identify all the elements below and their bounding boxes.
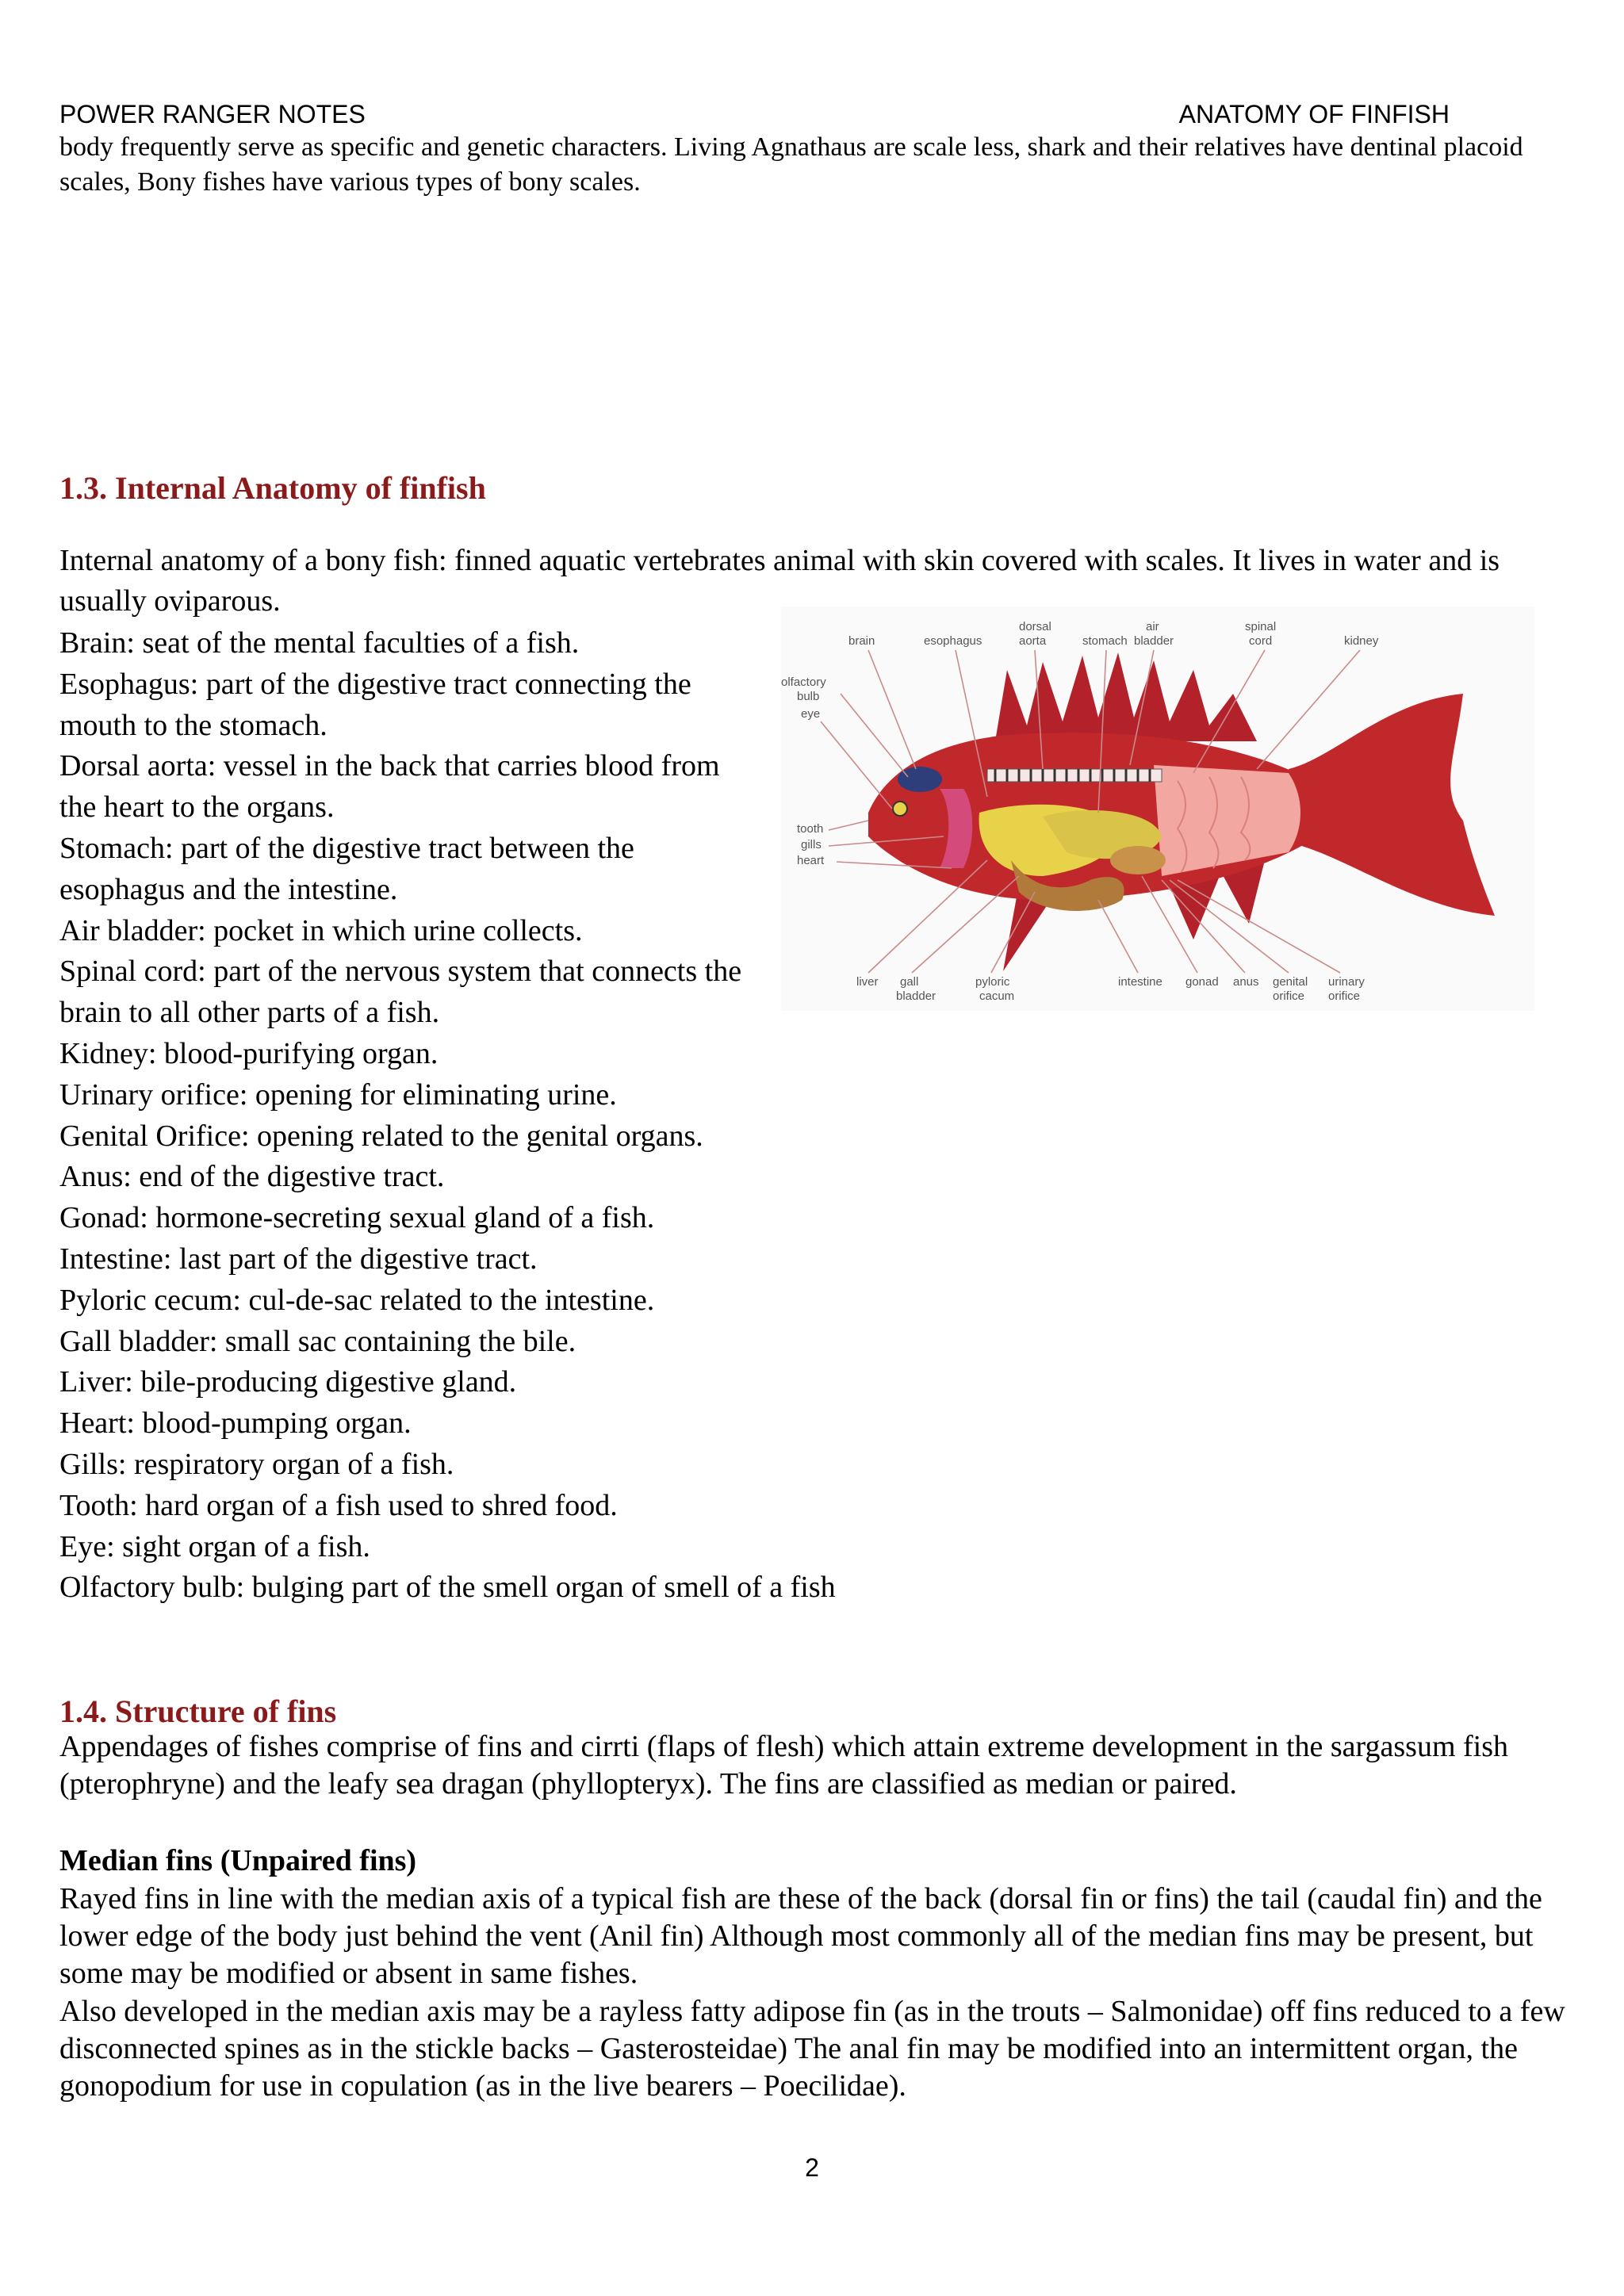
intro-paragraph: body frequently serve as specific and genetic characters. Living Agnathaus are scale less, shark and their relatives have dentinal placoid scales, Bony fishes have various types of bony scales. [59,132,1523,197]
header-right: ANATOMY OF FINFISH [1178,100,1450,128]
definition-item: Anus: end of the digestive tract. [59,1160,445,1194]
median-fins-paragraph-2: Also developed in the median axis may be a rayless fatty adipose fin (as in the trouts – Salmonidae) off fins reduced to a few disconnected spines as in the stickle backs – Gasterosteidae) The anal fin may be modified into an intermittent organ, the gonopodium for use in copulation (as in the live bearers – Poecilidae). [59,1995,1565,2103]
definition-item: Urinary orifice: opening for eliminating urine. [59,1077,617,1112]
definition-item: Spinal cord: part of the nervous system that connects the brain to all other parts of a fish. [59,955,742,1030]
definition-item: Intestine: last part of the digestive tract. [59,1242,538,1276]
definition-item: Gonad: hormone-secreting sexual gland of a fish. [59,1201,655,1235]
label-stomach: stomach [1082,634,1128,648]
label-kidney: kidney [1344,634,1379,648]
label-anus: anus [1233,975,1259,989]
label-cacum: cacum [979,989,1015,1003]
label-pyloric: pyloric [975,975,1010,989]
definition-item: Esophagus: part of the digestive tract connecting the mouth to the stomach. [59,667,691,742]
section-heading-internal-anatomy: 1.3. Internal Anatomy of finfish [59,470,486,506]
definition-item: Air bladder: pocket in which urine collects. [59,913,583,947]
label-liver: liver [856,975,879,989]
label-cord: cord [1249,634,1273,648]
gonad [1110,846,1166,874]
definition-item: Dorsal aorta: vessel in the back that carries blood from the heart to the organs. [59,749,720,825]
label-aorta: aorta [1019,634,1047,648]
label-intestine: intestine [1118,975,1162,989]
label-esophagus: esophagus [924,634,982,648]
definition-item: Pyloric cecum: cul-de-sac related to the intestine. [59,1283,655,1317]
definition-item: Brain: seat of the mental faculties of a fish. [59,626,580,660]
spinal-column [987,769,1162,782]
definition-item: Stomach: part of the digestive tract between the esophagus and the intestine. [59,831,634,906]
label-gills: gills [801,838,822,851]
label-olfactory: olfactory [781,675,826,689]
fish-anatomy-diagram [781,607,1534,1011]
label-gall: gall [900,975,919,989]
definition-item: Genital Orifice: opening related to the genital organs. [59,1119,703,1153]
definition-item: Heart: blood-pumping organ. [59,1406,412,1441]
label-genital-orifice: orifice [1273,989,1305,1003]
fins-paragraph: Appendages of fishes comprise of fins and cirrti (flaps of flesh) which attain extreme development in the sargassum fish (pterophryne) and the leafy sea dragan (phyllopteryx). The fins are classified as median or paired. [59,1730,1509,1800]
label-dorsal: dorsal [1019,620,1051,633]
label-tooth: tooth [797,822,824,836]
median-fins-heading: Median fins (Unpaired fins) [59,1844,417,1877]
definition-item: Gills: respiratory organ of a fish. [59,1447,454,1481]
eye [893,802,907,816]
label-spinal: spinal [1245,620,1277,633]
definition-item: Kidney: blood-purifying organ. [59,1036,439,1070]
label-gall-bladder: bladder [896,989,936,1003]
definition-item: Tooth: hard organ of a fish used to shred food. [59,1488,618,1522]
label-eye: eye [801,707,821,721]
label-urinary-orifice: orifice [1328,989,1361,1003]
label-heart: heart [797,854,825,867]
section-heading-structure-of-fins: 1.4. Structure of fins [59,1693,337,1729]
label-air: air [1146,620,1159,633]
definition-item: Olfactory bulb: bulging part of the smell organ of smell of a fish [59,1571,836,1605]
definition-item: Liver: bile-producing digestive gland. [59,1365,517,1399]
definition-item: Eye: sight organ of a fish. [59,1529,370,1563]
internal-anatomy-lead: Internal anatomy of a bony fish: finned aquatic vertebrates animal with skin covered with scales. It lives in water and is usually oviparous. [59,544,1500,618]
label-urinary: urinary [1328,975,1365,989]
brain [898,767,942,792]
label-genital: genital [1273,975,1308,989]
median-fins-paragraph-1: Rayed fins in line with the median axis of a typical fish are these of the back (dorsal fin or fins) the tail (caudal fin) and the lower edge of the body just behind the vent (Anil fin) Although most commonly all of the median fins may be present, but some may be modified or absent in same fishes. [59,1882,1542,1990]
label-bladder: bladder [1134,634,1174,648]
page-number: 2 [805,2153,819,2182]
label-brain: brain [848,634,875,648]
label-bulb: bulb [797,690,820,703]
definition-item: Gall bladder: small sac containing the bile. [59,1324,576,1358]
header-left: POWER RANGER NOTES [59,100,366,128]
label-gonad: gonad [1185,975,1219,989]
